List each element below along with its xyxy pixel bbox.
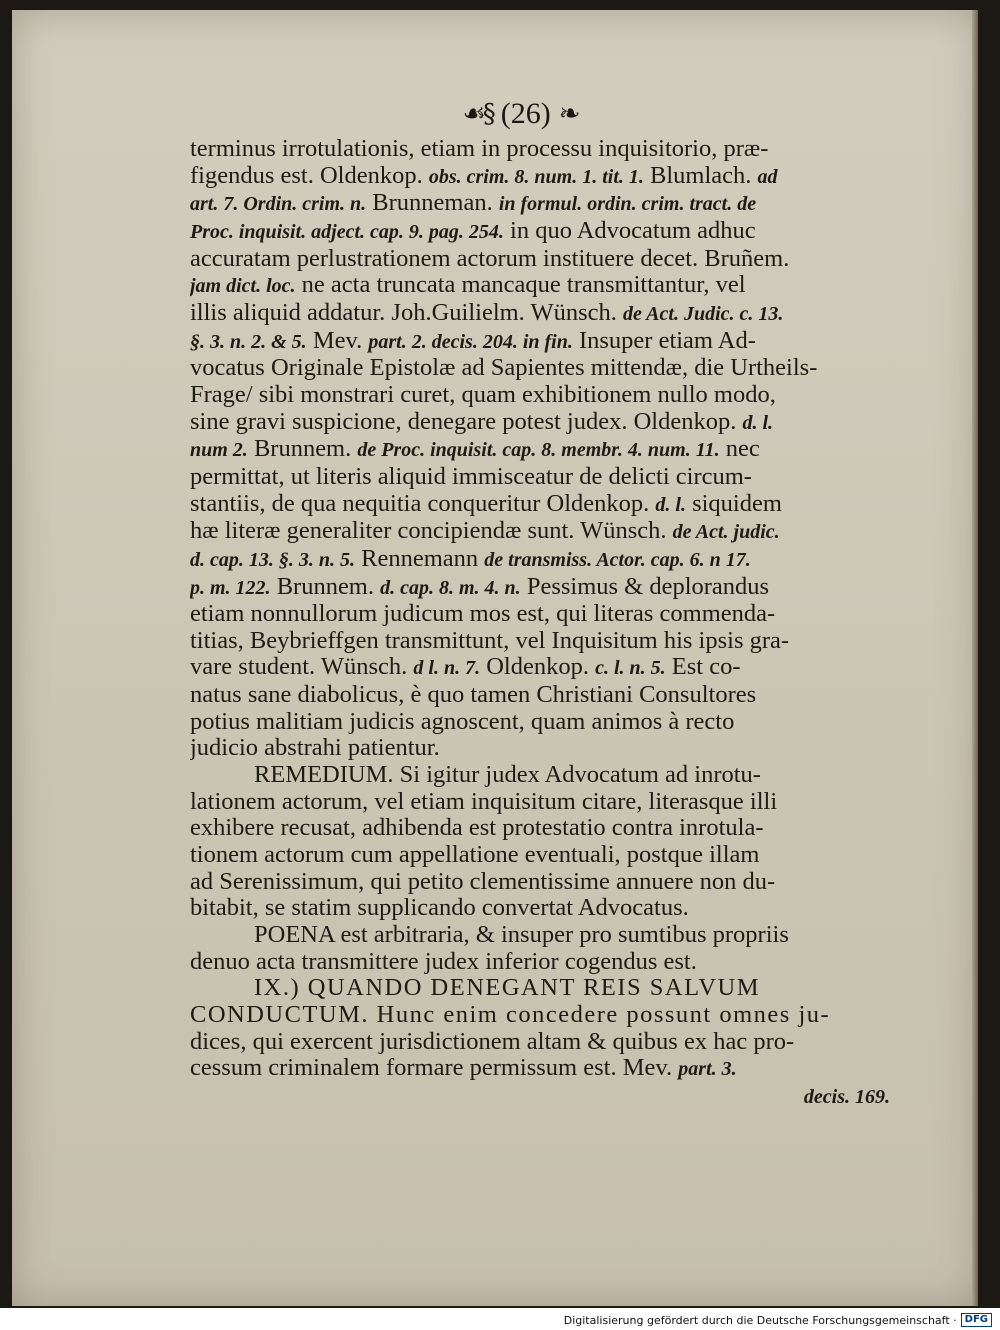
text-line: [190, 546, 890, 574]
text-run: etiam nonnullorum judicum mos est, qui literas commenda-: [190, 601, 776, 628]
text-line: [190, 163, 890, 191]
citation: in formul. ordin. crim. tract. de: [498, 193, 757, 216]
citation: d. l.: [742, 411, 774, 434]
text-run: illis aliquid addatur. Joh.Guilielm. Wünsch.: [190, 299, 624, 326]
citation: de Act. Judic. c. 13.: [623, 302, 784, 325]
text-run: sine gravi suspicione, denegare potest judex. Oldenkop.: [190, 408, 743, 435]
page-edge: [972, 10, 978, 1306]
text-line: [190, 272, 890, 300]
text-line: [190, 328, 890, 356]
text-line: [190, 735, 890, 762]
dfg-logo: DFG: [961, 1313, 992, 1327]
text-run: POENA est arbitraria, & insuper pro sumtibus propriis: [254, 922, 789, 949]
page-header: [420, 92, 620, 136]
page-number: (26): [500, 97, 551, 130]
text-run: Pessimus & deplorandus: [520, 573, 770, 600]
text-line: [190, 355, 890, 382]
body-text: [190, 136, 890, 1111]
text-line: [190, 975, 890, 1002]
text-line: [190, 436, 890, 464]
text-run: stantiis, de qua nequitia conqueritur Oldenkop.: [190, 490, 656, 517]
text-run: natus sane diabolicus, è quo tamen Christiani Consultores: [190, 682, 757, 709]
text-run: Insuper etiam Ad-: [572, 327, 756, 354]
text-line: [190, 895, 890, 922]
footer-credit-text: Digitalisierung gefördert durch die Deutsche Forschungsgemeinschaft ·: [563, 1313, 957, 1327]
text-run: accuratam perlustrationem actorum instituere decet. Bruñem.: [190, 245, 790, 272]
text-run: Mev.: [306, 327, 369, 354]
text-run: in quo Advocatum adhuc: [503, 217, 756, 244]
citation: c. l. n. 5.: [595, 657, 666, 680]
text-run: ne acta truncata mancaque transmittantur, vel: [295, 272, 746, 299]
text-run: Brunnem.: [270, 573, 381, 600]
text-run: ad Serenissimum, qui petito clementissime annuere non du-: [190, 868, 776, 895]
citation: obs. crim. 8. num. 1. tit. 1.: [428, 165, 644, 188]
text-line: [190, 949, 890, 976]
text-run: tionem actorum cum appellatione eventuali, postque illam: [190, 842, 760, 869]
text-run: bitabit, se statim supplicando convertat Advocatus.: [190, 895, 689, 922]
citation: de Act. judic.: [672, 521, 780, 544]
text-run: Brunnem.: [247, 436, 358, 463]
citation: art. 7. Ordin. crim. n.: [190, 193, 367, 216]
text-line: [190, 682, 890, 709]
text-line: [190, 136, 890, 163]
citation: de Proc. inquisit. cap. 8. membr. 4. num. 11.: [357, 439, 720, 462]
footer-credit: [0, 1310, 1000, 1330]
citation: de transmiss. Actor. cap. 6. n 17.: [484, 548, 751, 571]
citation: jam dict. loc.: [190, 275, 296, 298]
text-line: [190, 574, 890, 602]
text-run: vocatus Originale Epistolæ ad Sapientes mittendæ, die Urtheils-: [190, 355, 818, 382]
text-line: [190, 762, 890, 789]
citation: d. cap. 8. m. 4. n.: [380, 576, 521, 599]
text-line: [190, 1055, 890, 1083]
citation: Proc. inquisit. adject. cap. 9. pag. 254.: [190, 220, 504, 243]
text-line: [190, 246, 890, 273]
text-run: nec: [719, 436, 760, 463]
text-line: [190, 518, 890, 546]
text-line: [190, 842, 890, 869]
text-line: [190, 409, 890, 437]
text-run: Oldenkop.: [480, 654, 596, 681]
text-run: terminus irrotulationis, etiam in processu inquisitorio, præ-: [190, 136, 769, 162]
citation: d. l.: [655, 493, 686, 516]
text-line: [190, 382, 890, 409]
text-run: vare student. Wünsch.: [190, 654, 414, 681]
text-run: IX.) QUANDO DENEGANT REIS SALVUM: [254, 975, 761, 1002]
text-run: siquidem: [685, 490, 782, 517]
text-run: potius malitiam judicis agnoscent, quam animos à recto: [190, 708, 735, 735]
text-line: [190, 628, 890, 655]
text-line: [190, 709, 890, 736]
text-line: [190, 1002, 890, 1029]
citation: decis. 169.: [803, 1085, 890, 1108]
text-line: [190, 1083, 890, 1111]
text-run: Est co-: [665, 654, 741, 681]
text-line: [190, 654, 890, 682]
citation: part. 2. decis. 204. in fin.: [368, 330, 573, 353]
text-line: [190, 1029, 890, 1056]
text-line: [190, 815, 890, 842]
text-run: judicio abstrahi patientur.: [190, 735, 440, 762]
text-run: titias, Beybrieffgen transmittunt, vel Inquisitum his ipsis gra-: [190, 627, 790, 654]
text-run: dices, qui exercent jurisdictionem altam & quibus ex hac pro-: [190, 1028, 795, 1055]
text-line: [190, 601, 890, 628]
text-line: [190, 869, 890, 896]
text-run: hæ literæ generaliter concipiendæ sunt. Wünsch.: [190, 518, 673, 545]
citation: d. cap. 13. §. 3. n. 5.: [190, 548, 355, 571]
text-line: [190, 218, 890, 246]
text-run: Rennemann: [355, 545, 485, 572]
ornament-left: ☙§: [462, 99, 493, 129]
text-line: [190, 789, 890, 816]
text-line: [190, 190, 890, 218]
text-run: CONDUCTUM. Hunc enim concedere possunt omnes ju-: [190, 1002, 831, 1028]
text-run: figendus est. Oldenkop.: [190, 162, 429, 189]
text-run: REMEDIUM. Si igitur judex Advocatum ad inrotu-: [254, 762, 761, 789]
text-line: [190, 300, 890, 328]
text-run: Frage/ sibi monstrari curet, quam exhibitionem nullo modo,: [190, 381, 776, 408]
text-run: permittat, ut literis aliquid immisceatur de delicti circum-: [190, 463, 752, 490]
citation: p. m. 122.: [190, 576, 271, 599]
text-run: Brunneman.: [366, 190, 499, 217]
citation: num 2.: [190, 439, 248, 462]
text-line: [190, 491, 890, 519]
citation: §. 3. n. 2. & 5.: [190, 330, 307, 353]
citation: part. 3.: [678, 1058, 737, 1081]
citation: ad: [757, 165, 778, 188]
text-run: cessum criminalem formare permissum est. Mev.: [190, 1055, 679, 1082]
text-line: [190, 922, 890, 949]
ornament-right: ❧: [558, 99, 578, 129]
text-run: exhibere recusat, adhibenda est protestatio contra inrotula-: [190, 815, 764, 842]
text-run: denuo acta transmittere judex inferior cogendus est.: [190, 948, 697, 975]
text-run: Blumlach.: [643, 162, 758, 189]
text-line: [190, 464, 890, 491]
text-run: lationem actorum, vel etiam inquisitum citare, literasque illi: [190, 788, 778, 815]
citation: d l. n. 7.: [413, 657, 481, 680]
